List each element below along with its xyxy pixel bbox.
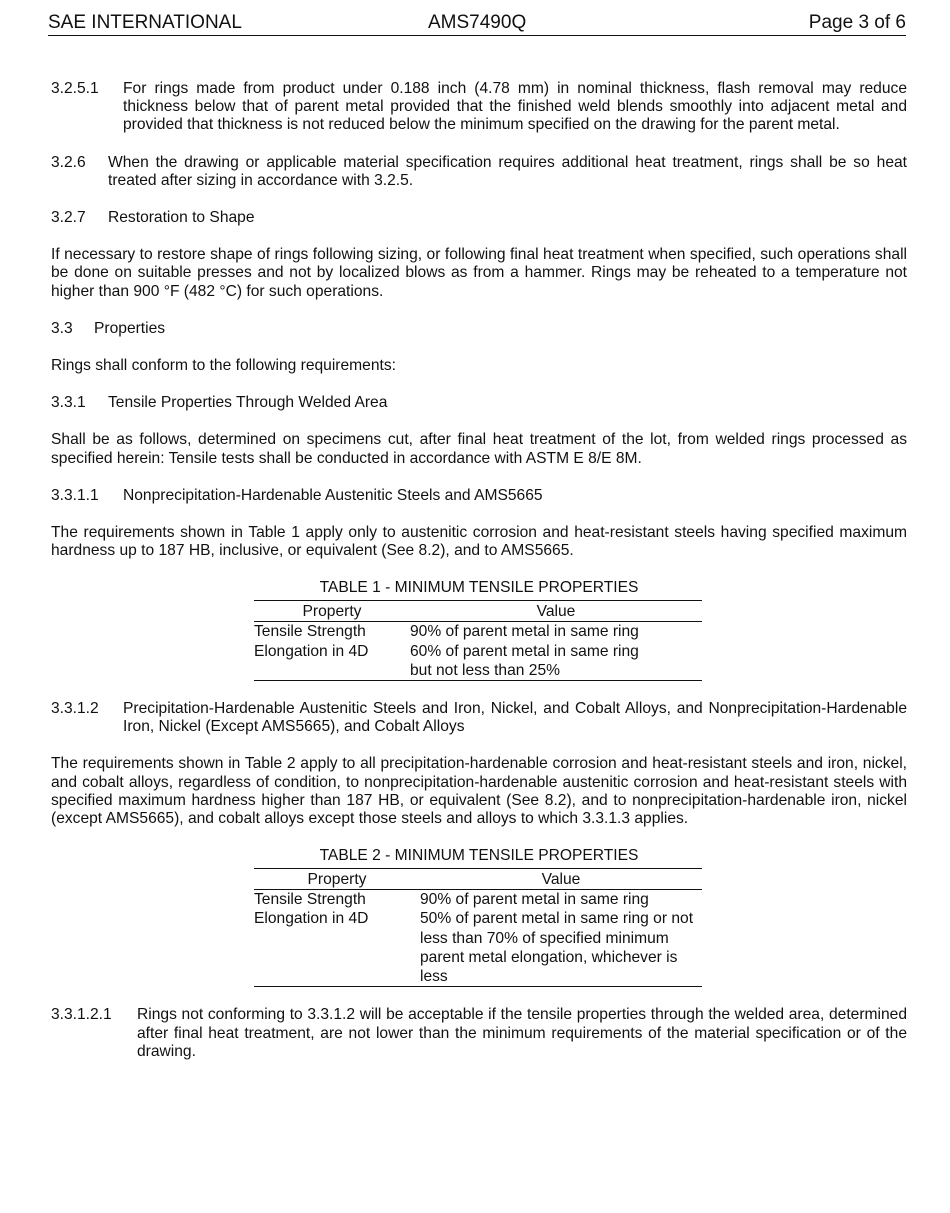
- table-1-caption: TABLE 1 - MINIMUM TENSILE PROPERTIES: [319, 579, 639, 597]
- section-number: 3.3: [51, 319, 73, 337]
- table-cell-property: Tensile Strength: [254, 891, 366, 909]
- section-number: 3.2.5.1: [51, 80, 99, 97]
- table-cell-property: [254, 661, 410, 681]
- table-header-value: Value: [420, 869, 702, 890]
- section-number: 3.3.1.2.1: [51, 1006, 112, 1024]
- table-cell-property: Elongation in 4D: [254, 642, 369, 660]
- table-row: [254, 642, 702, 661]
- section-3-2-7-text: If necessary to restore shape of rings following sizing, or following final heat treatment when specified, such operations shall be done on suitable presses and not by localized blows as from a hammer. Rings may be reheated to a temperature not higher than 900 °F (482 °C) for such operations.: [51, 246, 907, 300]
- table-cell-value: but not less than 25%: [410, 661, 702, 681]
- section-number: 3.3.1.2: [51, 700, 99, 718]
- table-cell-property: Elongation in 4D: [254, 909, 420, 986]
- table-row: [254, 909, 702, 986]
- section-title: Nonprecipitation-Hardenable Austenitic Steels and AMS5665: [123, 486, 543, 504]
- section-3-2-7-heading: [51, 209, 907, 227]
- section-3-3-1-2-text: The requirements shown in Table 2 apply to all precipitation-hardenable corrosion and heat-resistant steels and iron, nickel, and cobalt alloys, regardless of condition, to nonprecipitation-hardenable austenitic corrosion and heat-resistant steels with specified maximum hardness higher than 187 HB, or equivalent (See 8.2), and to nonprecipitation-hardenable iron, nickel (except AMS5665), and cobalt alloys except those steels and alloys to which 3.3.1.3 applies.: [51, 755, 907, 828]
- section-title: Tensile Properties Through Welded Area: [108, 394, 388, 412]
- section-text: For rings made from product under 0.188 inch (4.78 mm) in nominal thickness, flash removal may reduce thickness below that of parent metal provided that the finished weld blends smoothly into adjacent metal and provided that thickness is not reduced below the minimum specified on the drawing for the parent metal.: [123, 80, 907, 134]
- section-number: 3.2.6: [51, 153, 86, 171]
- section-3-3-1-1-text: The requirements shown in Table 1 apply only to austenitic corrosion and heat-resistant steels having specified maximum hardness up to 187 HB, inclusive, or equivalent (See 8.2), and to AMS5665.: [51, 524, 907, 560]
- table-2: [254, 868, 702, 987]
- table-cell-value: 60% of parent metal in same ring: [410, 642, 639, 660]
- table-cell-value: 90% of parent metal in same ring: [410, 623, 639, 641]
- document-body: [51, 80, 907, 1080]
- section-text: Rings not conforming to 3.3.1.2 will be acceptable if the tensile properties through the welded area, determined after final heat treatment, are not lower than the minimum requirements of the material specification or of the drawing.: [137, 1006, 907, 1060]
- table-cell-property: Tensile Strength: [254, 623, 366, 641]
- section-title: Properties: [94, 319, 166, 337]
- section-title: Restoration to Shape: [108, 209, 255, 227]
- table-row: [254, 661, 702, 681]
- section-title: Precipitation-Hardenable Austenitic Steels and Iron, Nickel, and Cobalt Alloys, and Nonprecipitation-Hardenable Iron, Nickel (Except AMS5665), and Cobalt Alloys: [123, 700, 907, 736]
- table-header-value: Value: [410, 601, 702, 622]
- table-1: [254, 600, 702, 681]
- section-number: 3.3.1: [51, 394, 86, 412]
- page-header: [48, 11, 906, 36]
- table-header-property: Property: [254, 869, 420, 890]
- section-3-3-1-heading: [51, 394, 907, 412]
- section-number: 3.2.7: [51, 209, 86, 227]
- table-cell-value: 50% of parent metal in same ring or not less than 70% of specified minimum parent metal elongation, whichever is less: [420, 909, 702, 986]
- table-row: [254, 890, 702, 910]
- table-row: [254, 622, 702, 642]
- section-3-3-1-1-heading: [51, 487, 907, 505]
- table-header-property: Property: [254, 601, 410, 622]
- section-3-3-1-2-1: [51, 1006, 907, 1061]
- table-2-caption: TABLE 2 - MINIMUM TENSILE PROPERTIES: [319, 847, 639, 865]
- section-3-2-6: [51, 154, 907, 190]
- section-3-3-text: Rings shall conform to the following requirements:: [51, 357, 396, 375]
- section-3-3-1-2-heading: [51, 700, 907, 736]
- table-cell-value: 90% of parent metal in same ring: [420, 891, 649, 909]
- header-organization: SAE INTERNATIONAL: [48, 12, 242, 33]
- header-page-number: Page 3 of 6: [808, 12, 906, 33]
- section-number: 3.3.1.1: [51, 486, 99, 504]
- header-document-number: AMS7490Q: [428, 12, 527, 33]
- section-3-3-heading: [51, 320, 907, 338]
- section-3-3-1-text: Shall be as follows, determined on specimens cut, after final heat treatment of the lot, from welded rings processed as specified herein: Tensile tests shall be conducted in accordance with ASTM E 8/E 8M.: [51, 431, 907, 467]
- section-text: When the drawing or applicable material specification requires additional heat treatment, rings shall be so heat treated after sizing in accordance with 3.2.5.: [108, 153, 907, 189]
- section-3-2-5-1: [51, 80, 907, 135]
